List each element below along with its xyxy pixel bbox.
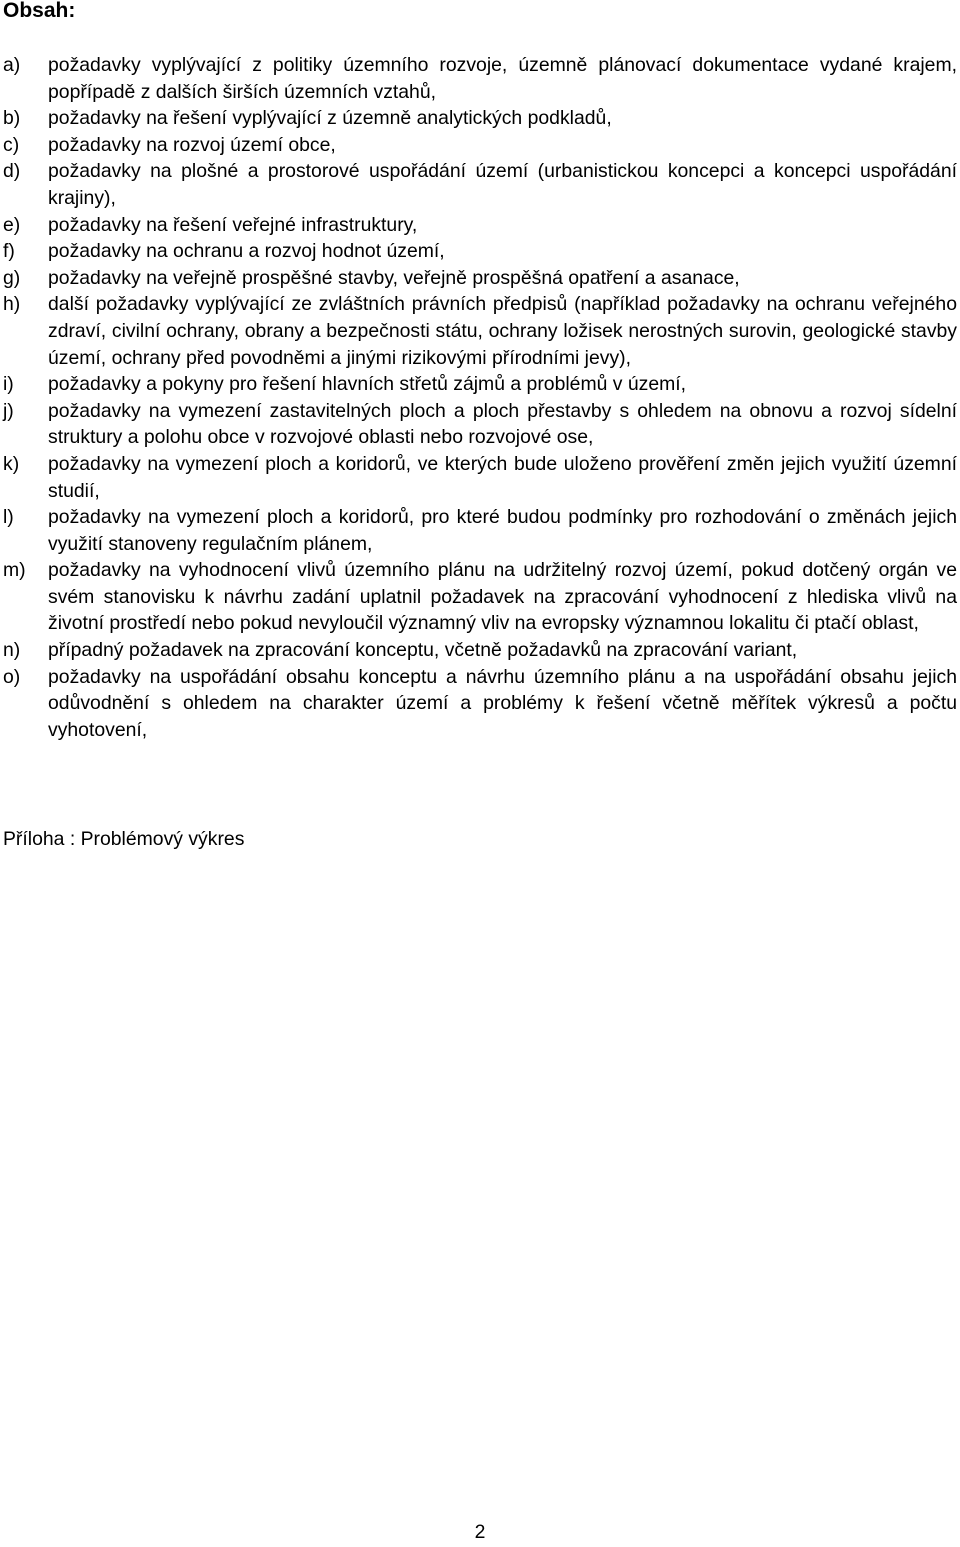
list-item bbox=[0, 451, 957, 504]
item-text: požadavky na vymezení ploch a koridorů, ve kterých bude uloženo prověření změn jejich využití územní studií, bbox=[48, 452, 957, 502]
item-letter: a) bbox=[3, 54, 21, 76]
list-item bbox=[0, 238, 957, 265]
list-item bbox=[0, 291, 957, 371]
item-text: požadavky vyplývající z politiky územního rozvoje, územně plánovací dokumentace vydané krajem, popřípadě z dalších širších územních vztahů, bbox=[48, 54, 957, 103]
list-item bbox=[0, 371, 957, 398]
item-text: požadavky na vymezení zastavitelných ploch a ploch přestavby s ohledem na obnovu a rozvoj sídelní struktury a polohu obce v rozvojové oblasti nebo rozvojové ose, bbox=[48, 399, 957, 449]
list-item bbox=[0, 105, 957, 132]
item-text: požadavky a pokyny pro řešení hlavních střetů zájmů a problémů v území, bbox=[48, 373, 687, 396]
list-item bbox=[0, 52, 957, 105]
attachment-note: Příloha : Problémový výkres bbox=[3, 828, 245, 850]
item-text: požadavky na řešení veřejné infrastruktury, bbox=[48, 213, 418, 236]
list-item bbox=[0, 265, 957, 292]
list-item bbox=[0, 504, 957, 557]
list-item bbox=[0, 637, 957, 664]
item-letter: m) bbox=[3, 559, 26, 582]
item-letter: e) bbox=[3, 213, 21, 236]
item-letter: o) bbox=[3, 665, 21, 688]
item-letter: c) bbox=[3, 133, 20, 156]
item-text: případný požadavek na zpracování konceptu, včetně požadavků na zpracování variant, bbox=[48, 639, 798, 662]
list-item bbox=[0, 212, 957, 239]
item-letter: d) bbox=[3, 160, 21, 183]
item-text: požadavky na ochranu a rozvoj hodnot území, bbox=[48, 240, 445, 263]
item-letter: k) bbox=[3, 452, 20, 475]
item-text: požadavky na vymezení ploch a koridorů, pro které budou podmínky pro rozhodování o změnách jejich využití stanoveny regulačním plánem, bbox=[48, 506, 957, 555]
item-text: požadavky na rozvoj území obce, bbox=[48, 133, 336, 156]
item-letter: j) bbox=[3, 399, 14, 422]
list-item bbox=[0, 132, 957, 159]
item-text: požadavky na vyhodnocení vlivů územního plánu na udržitelný rozvoj území, pokud dotčený orgán ve svém stanovisku k návrhu zadání uplatnil požadavek na zpracování vyhodnocení z hlediska vlivů na životní prostředí nebo pokud nevyloučil významný vliv na evropsky významnou lokalitu či ptačí oblast, bbox=[48, 559, 957, 635]
list-item bbox=[0, 398, 957, 451]
item-text: požadavky na plošné a prostorové uspořádání území (urbanistickou koncepci a koncepci uspořádání krajiny), bbox=[48, 160, 957, 209]
item-text: požadavky na veřejně prospěšné stavby, veřejně prospěšná opatření a asanace, bbox=[48, 266, 740, 289]
item-text: požadavky na uspořádání obsahu konceptu a návrhu územního plánu a na uspořádání obsahu jejich odůvodnění s ohledem na charakter území a problémy k řešení včetně měřítek výkresů a počtu vyhotovení, bbox=[48, 665, 957, 741]
list-item bbox=[0, 664, 957, 744]
item-letter: i) bbox=[3, 373, 14, 396]
item-letter: h) bbox=[3, 293, 21, 316]
contents-list bbox=[0, 52, 957, 743]
list-item bbox=[0, 557, 957, 637]
item-letter: f) bbox=[3, 240, 15, 263]
list-item bbox=[0, 158, 957, 211]
item-text: další požadavky vyplývající ze zvláštních právních předpisů (například požadavky na ochranu veřejného zdraví, civilní ochrany, obrany a bezpečnosti státu, ochrany ložisek nerostných surovin, geologické stavby území, ochrany před povodněmi a jinými rizikovými přírodními jevy), bbox=[48, 293, 957, 369]
page-number: 2 bbox=[474, 1521, 486, 1543]
item-letter: b) bbox=[3, 107, 21, 130]
contents-heading: Obsah: bbox=[3, 0, 76, 22]
item-letter: l) bbox=[3, 506, 14, 529]
item-text: požadavky na řešení vyplývající z územně analytických podkladů, bbox=[48, 107, 612, 130]
item-letter: g) bbox=[3, 266, 21, 289]
item-letter: n) bbox=[3, 639, 21, 662]
